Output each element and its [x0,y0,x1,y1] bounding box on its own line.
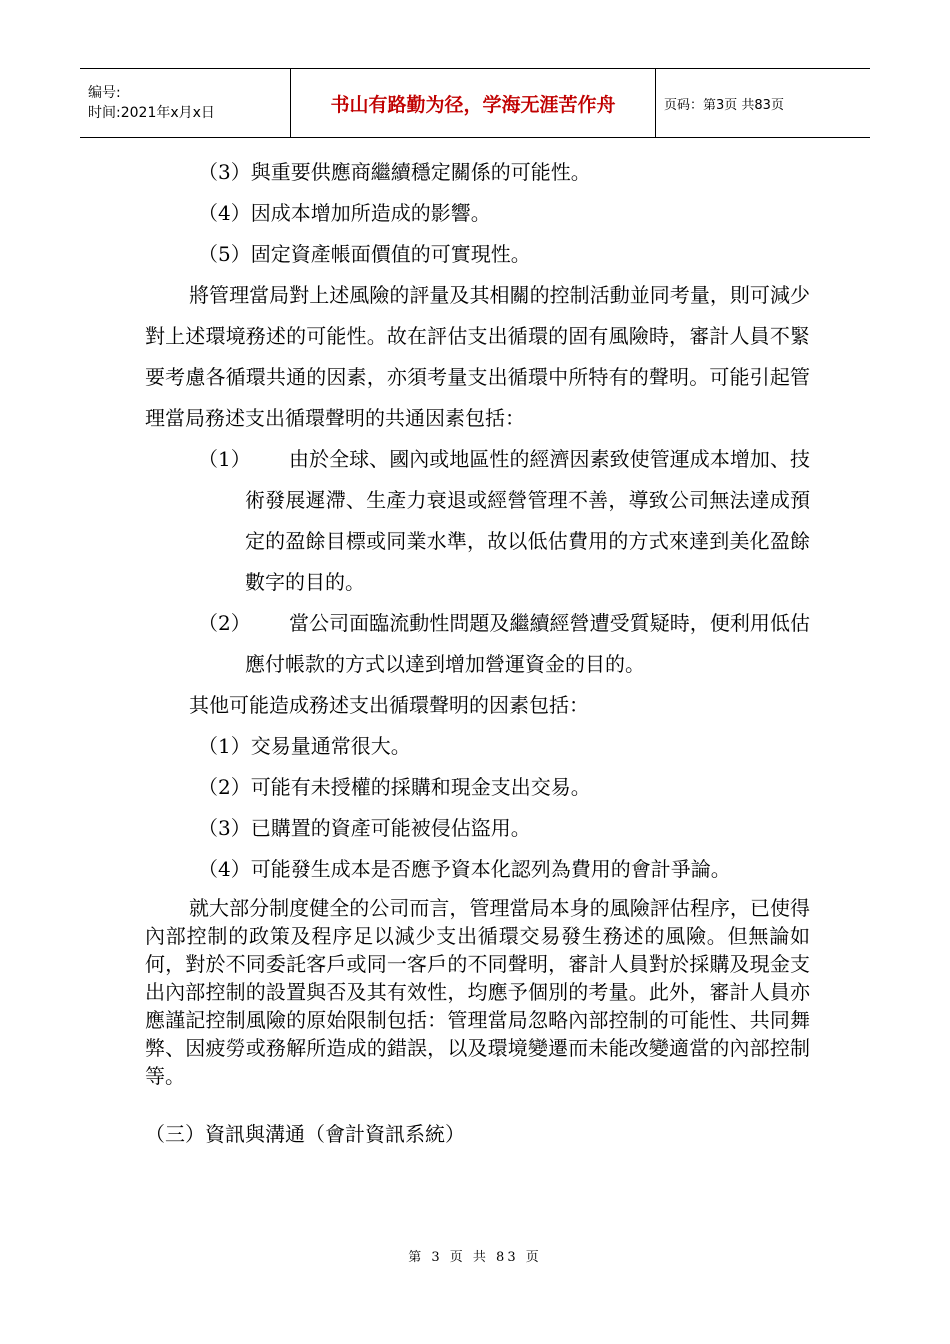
header-meta [80,69,290,137]
list-item: （3）與重要供應商繼續穩定關係的可能性。 [198,160,591,184]
sub-item-text: 當公司面臨流動性問題及繼續經營遭受質疑時，便利用低估應付帳款的方式以達到增加營運資金的目的。 [245,611,810,676]
page-footer: 第 3 页 共 83 页 [408,1250,542,1265]
paragraph: 將管理當局對上述風險的評量及其相關的控制活動並同考量，則可減少對上述環境務述的可能性。故在評估支出循環的固有風險時，審計人員不緊要考慮各循環共通的因素，亦須考量支出循環中所特有的聲明。可能引起管理當局務述支出循環聲明的共通因素包括： [145,283,810,430]
list-item: （5）固定資產帳面價值的可實現性。 [198,242,531,266]
paragraph: 就大部分制度健全的公司而言，管理當局本身的風險評估程序，已使得內部控制的政策及程序足以減少支出循環交易發生務述的風險。但無論如何，對於不同委託客戶或同一客戶的不同聲明，審計人員對於採購及現金支出內部控制的設置與否及其有效性，均應予個別的考量。此外，審計人員亦應謹記控制風險的原始限制包括：管理當局忽略內部控制的可能性、共同舞弊、因疲勞或務解所造成的錯誤，以及環境變遷而未能改變適當的內部控制等。 [145,896,810,1088]
section-title: （三）資訊與溝通（會計資訊系統） [145,1122,465,1146]
list-item: （2）可能有未授權的採購和現金支出交易。 [198,775,591,799]
page-info-text: 页码：第3页 共83页 [664,97,784,113]
list-item: （1）交易量通常很大。 [198,734,411,758]
list-item: （4）可能發生成本是否應予資本化認列為費用的會計爭論。 [198,857,731,881]
other-factors-intro: 其他可能造成務述支出循環聲明的因素包括： [189,693,589,717]
list-item: （4）因成本增加所造成的影響。 [198,201,491,225]
header-page-info [656,69,870,137]
sub-item [145,603,810,685]
header-motto [290,69,656,137]
sub-item-text: 由於全球、國內或地區性的經濟因素致使管運成本增加、技術發展遲滯、生產力衰退或經營管理不善，導致公司無法達成預定的盈餘目標或同業水準，故以低估費用的方式來達到美化盈餘數字的目的。 [245,447,810,594]
document-number-label: 编号: [88,85,121,101]
page-header [80,68,870,138]
sub-item [145,439,810,603]
document-date: 时间:2021年x月x日 [88,105,215,121]
sub-item-label: （1） [198,447,251,471]
document-body [145,152,810,1148]
sub-item-label: （2） [198,611,251,635]
motto-text: 书山有路勤为径，学海无涯苦作舟 [330,93,616,116]
list-item: （3）已購置的資產可能被侵佔盜用。 [198,816,531,840]
